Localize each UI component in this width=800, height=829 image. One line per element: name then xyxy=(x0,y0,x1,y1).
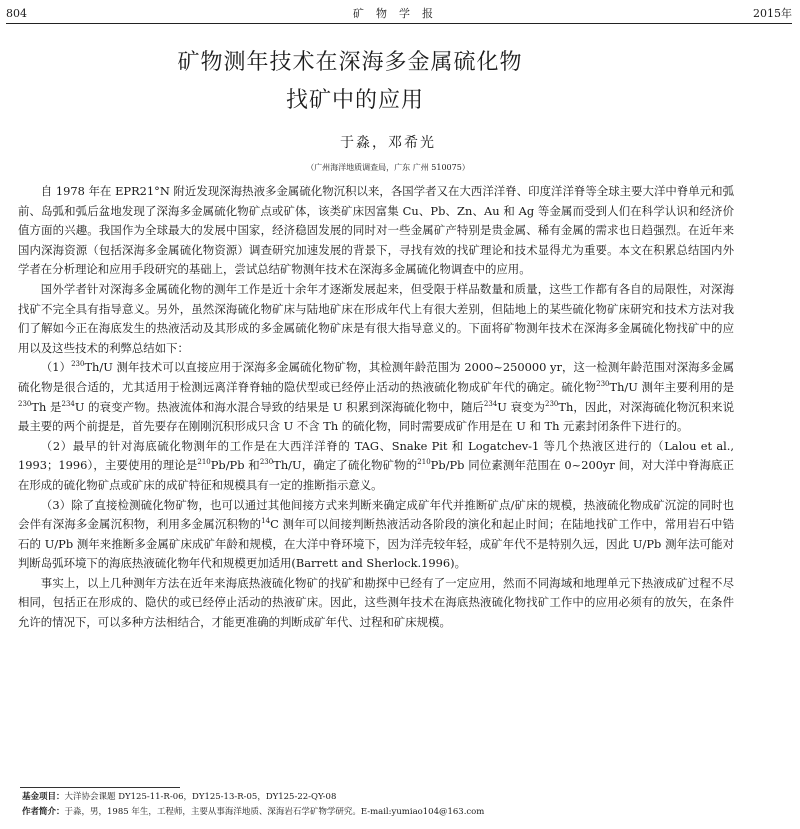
paragraph-background: 国外学者针对深海多金属硫化物的测年工作是近十余年才逐渐发展起来，但受限于样品数量和质量，这些工作都有各自的局限性，对深海找矿不完全具有指导意义。另外，虽然深海硫化物矿床与陆地矿床在形成年代上有很大差别，但陆地上的某些硫化物矿床研究和技术方法对我们了解如今正在海底发生的热液活动及其形成的多金属硫化物矿床是有很大指导意义的。下面将矿物测年技术在深海多金属硫化物找矿中的应用以及这些技术的利弊总结如下： xyxy=(18,281,734,355)
running-header xyxy=(6,6,792,22)
footnote-rule xyxy=(20,787,180,788)
author-note: 作者简介：于淼，男，1985 年生，工程师，主要从事海洋地质、深海岩石学矿物学研究。E-mail:yumiao104@163.com xyxy=(22,807,485,817)
paragraph-method-2: （2）最早的针对海底硫化物测年的工作是在大西洋洋脊的 TAG、Snake Pit 和 Logatchev-1 等几个热液区进行的（Lalou et al., 1993；1996），主要使用的理论是$^{210}$Pb/Pb 和$^{230}$Th/U，确定了硫化物矿物的$^{210}$Pb/Pb 同位素测年范围在 0~200yr 间，对大洋中脊海底正在形成的硫化物矿点或矿床的成矿特征和规模具有一定的推断指示意义。 xyxy=(18,438,734,492)
author-list: 于淼，邓希光 xyxy=(340,135,436,151)
paragraph-conclusion: 事实上，以上几种测年方法在近年来海底热液硫化物矿的找矿和勘探中已经有了一定应用，然而不同海域和地理单元下热液成矿过程不尽相同，包括正在形成的、隐伏的或已经停止活动的热液矿床。因此，这些测年技术在海底热液硫化物找矿工作中的应用必须有的放矢，在条件允许的情况下，可以多种方法相结合，才能更准确的判断成矿年代、过程和矿床规模。 xyxy=(18,575,734,630)
paragraph-intro: 自 1978 年在 EPR21°N 附近发现深海热液多金属硫化物沉积以来，各国学者又在大西洋洋脊、印度洋洋脊等全球主要大洋中脊单元和弧前、岛弧和弧后盆地发现了深海多金属硫化物矿点或矿体，该类矿床因富集 Cu、Pb、Zn、Au 和 Ag 等金属而受到人们在科学认识和经济价值方面的兴趣。我国作为全球最大的发展中国家，经济稳固发展的同时对一些金属矿产特别是贵金属、稀有金属的需求也日趋强烈。在近年来国内深海资源（包括深海多金属硫化物资源）调查研究加速发展的背景下，寻找有效的找矿理论和技术显得尤为重要。本文在积累总结国内外学者在分析理论和应用手段研究的基础上，尝试总结矿物测年技术在深海多金属硫化物调查中的应用。 xyxy=(18,184,734,277)
article-body xyxy=(18,182,734,633)
funding-note: 基金项目：大洋协会课题 DY125-11-R-06，DY125-13-R-05，DY125-22-QY-08 xyxy=(22,792,337,802)
paragraph-method-1: $(1)^{230}Th/U$ 测年技术可以直接应用于深海多金属硫化物矿物，其检测年龄范围为 2000~250000 yr，这一检测年龄范围对深海多金属硫化物是很合适的，尤其适用于检测远离洋脊脊轴的隐伏型或已经停止活动的热液硫化物成矿年代的确定。硫化物$^{230}$Th/U 测年主要利用的是$^{230}$Th 是$^{234}$U 的衰变产物。热液流体和海水混合导致的结果是 U 积累到深海硫化物中，随后$^{234}$U 衰变为$^{230}$Th，因此，对深海硫化物沉积来说最主要的两个前提是，首先要存在刚刚沉积形成只含 U 不含 Th 的硫化物，同时需要成矿作用是在 U 和 Th 元素封闭条件下进行的。 xyxy=(18,360,735,434)
footnotes xyxy=(22,790,732,820)
title-line-1: 矿物测年技术在深海多金属硫化物 xyxy=(177,50,523,75)
affiliation: （广州海洋地质调查局，广东 广州 510075） xyxy=(306,163,470,172)
journal-name: 矿物学报 xyxy=(353,7,445,20)
paragraph-method-3: （3）除了直接检测硫化物矿物，也可以通过其他间接方式来判断来确定成矿年代并推断矿点/矿床的规模，热液硫化物成矿沉淀的同时也会伴有深海多金属沉积物，利用多金属沉积物的$^{14}$C 测年可以间接判断热液活动各阶段的演化和起止时间；在陆地找矿工作中，常用岩石中锆石的 U/Pb 测年来推断多金属矿床成矿年龄和规模，在大洋中脊环境下，因为洋壳较年轻，成矿年代不是特别久远，因此 U/Pb 测年法可能对判断岛弧环境下的海底热液硫化物年代和规模更加适用(Barrett and Sherlock.1996)。 xyxy=(18,497,734,571)
header-rule xyxy=(6,23,792,24)
page-number: 804 xyxy=(6,7,27,20)
title-line-2: 找矿中的应用 xyxy=(285,88,424,113)
journal-year: 2015年 xyxy=(753,7,792,20)
article-title xyxy=(0,44,800,120)
